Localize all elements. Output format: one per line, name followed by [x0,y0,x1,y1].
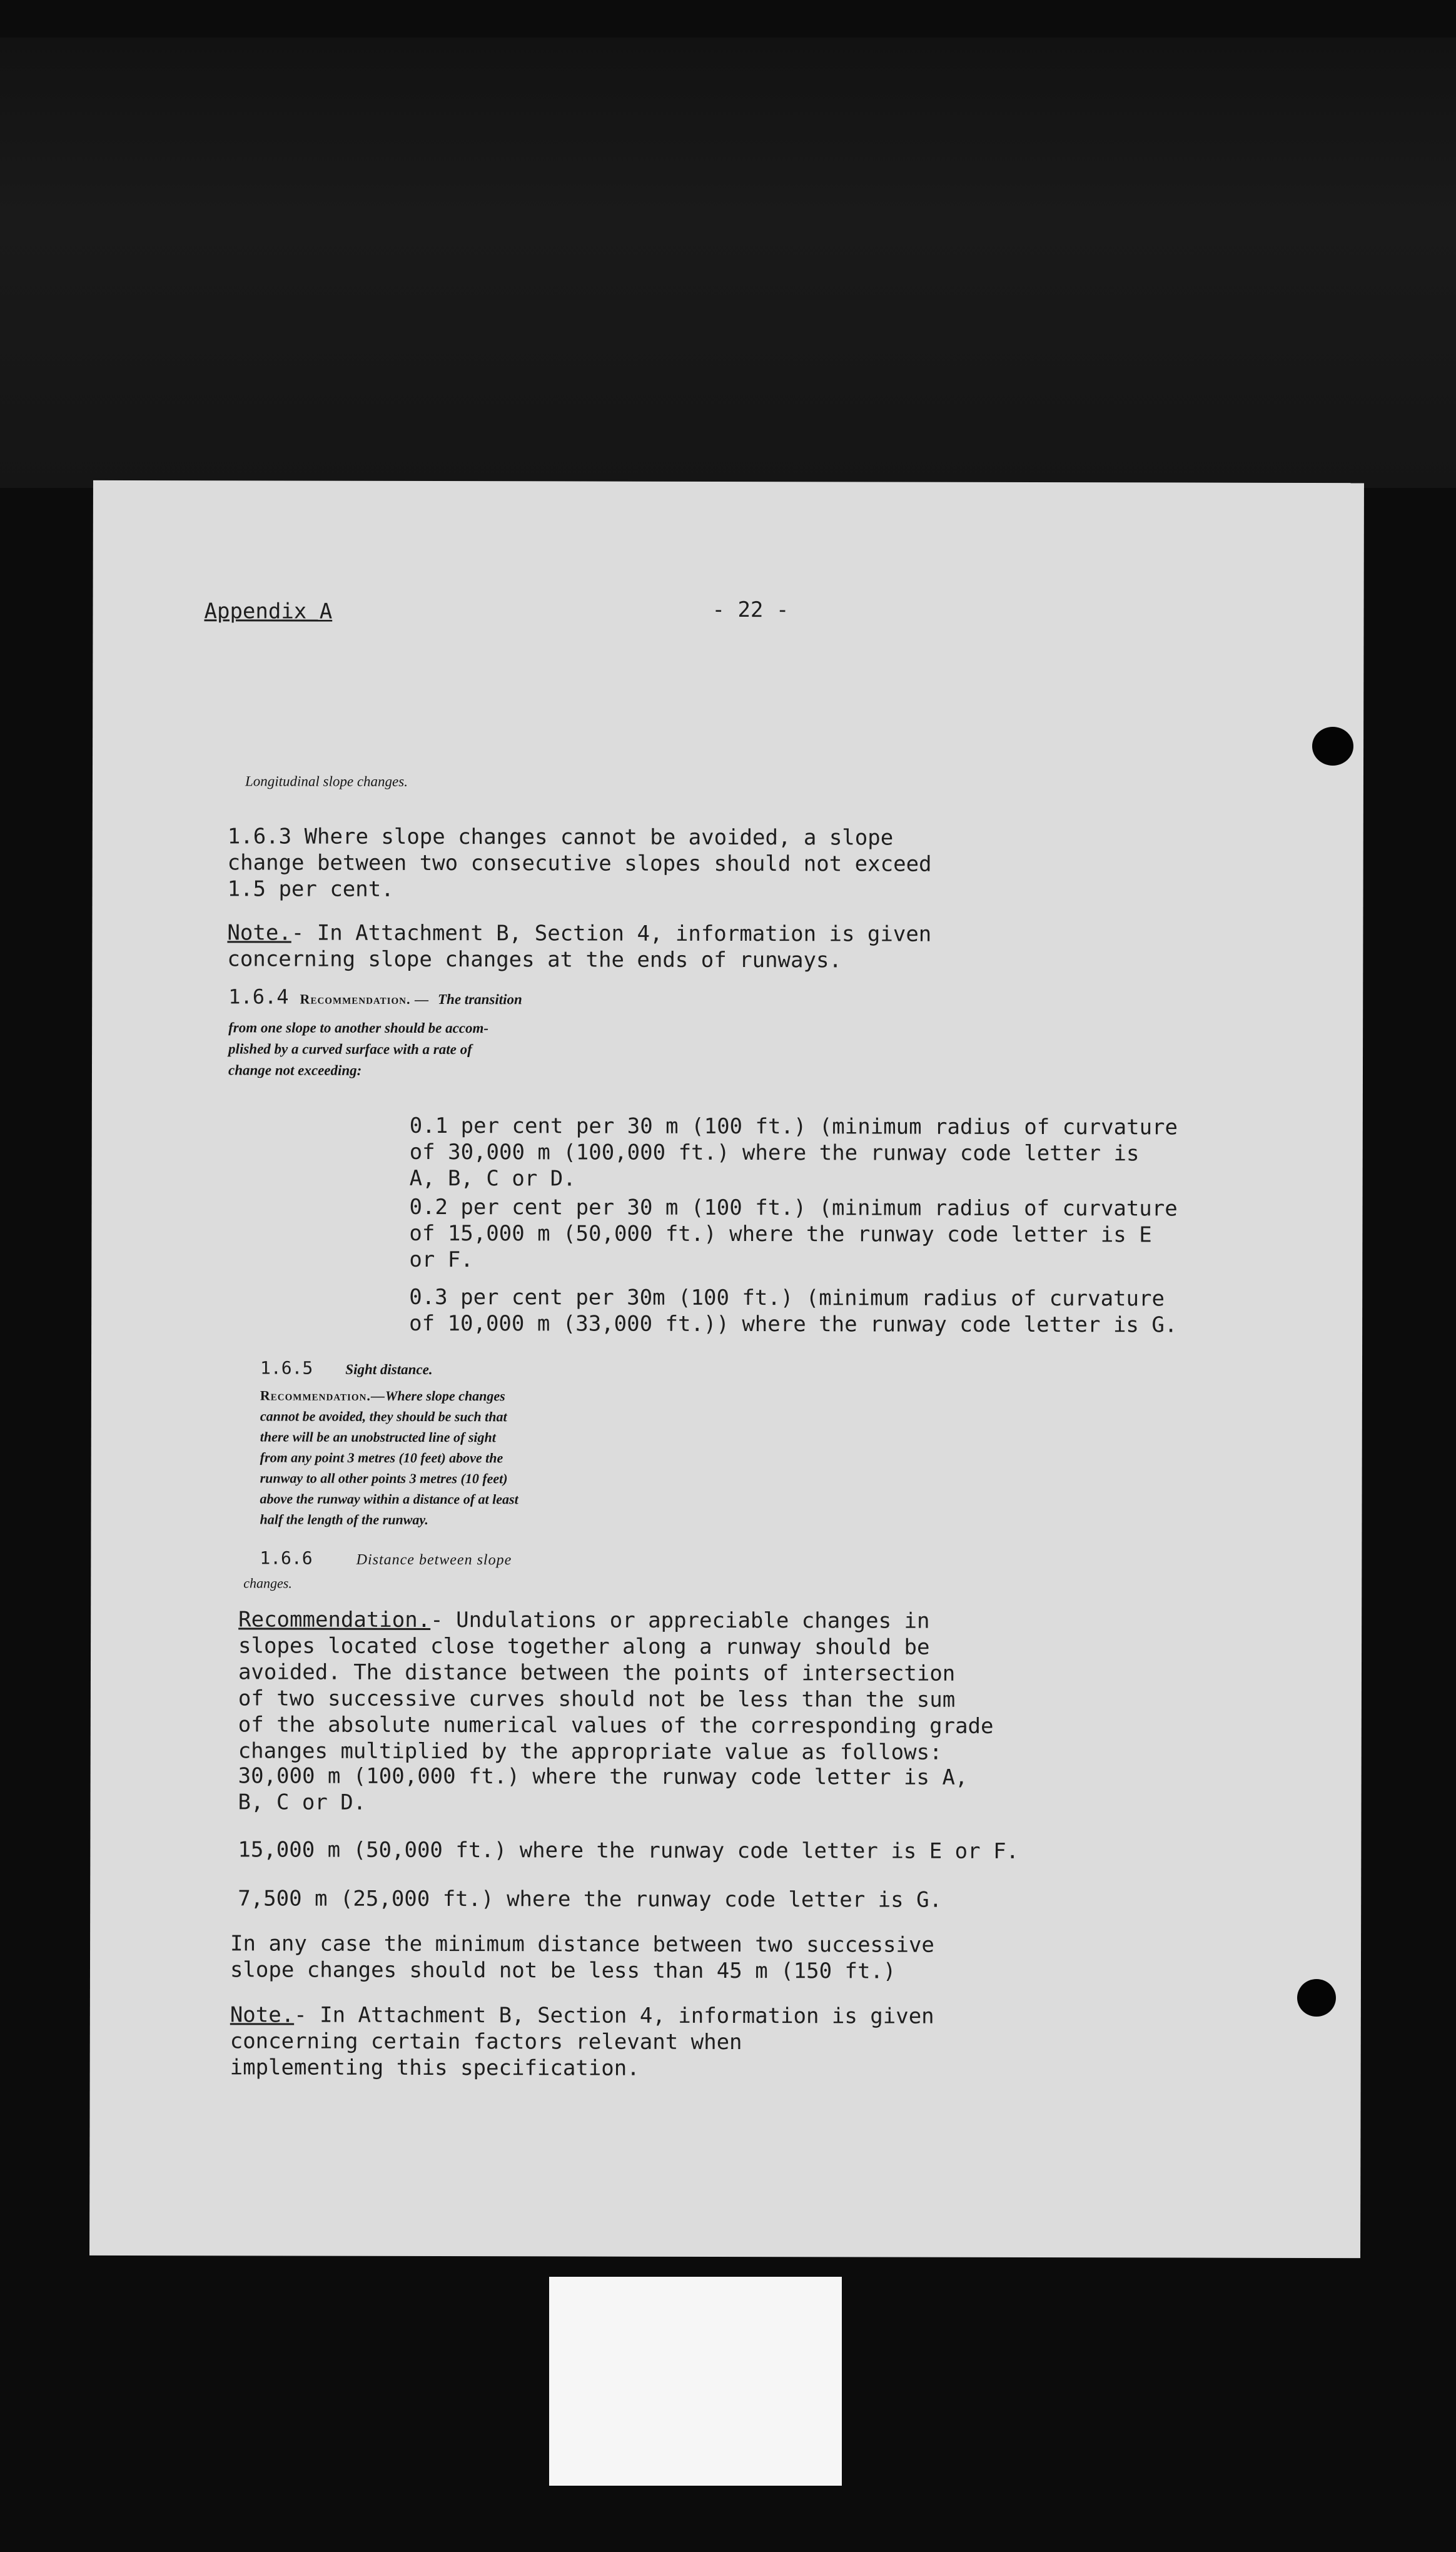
text-line: concerning certain factors relevant when [230,2028,742,2055]
text-line: 30,000 m (100,000 ft.) where the runway code letter is A, [238,1763,968,1790]
page-number: - 22 - [712,597,789,623]
appendix-label: Appendix A [204,599,333,624]
text-line: avoided. The distance between the points of intersection [238,1659,956,1686]
text-line: 7,500 m (25,000 ft.) where the runway code letter is G. [238,1886,943,1913]
text-line: of the absolute numerical values of the corresponding grade [238,1712,994,1739]
sec-166-header [260,1547,512,1569]
paragraph-166 [238,1606,994,1766]
text-line: from one slope to another should be accom- [228,1020,489,1036]
recommendation-164-text [228,1017,488,1081]
text-line: - In Attachment B, Section 4, information is given [291,920,932,947]
punch-hole [1312,727,1353,766]
text-line: change not exceeding: [228,1062,362,1078]
text-line: runway to all other points 3 metres (10 feet) [260,1470,508,1487]
text-line: 15,000 m (50,000 ft.) where the runway code letter is E or F. [238,1837,1019,1864]
rate-item-3 [409,1284,1177,1339]
note-label: Note. [230,2002,295,2028]
value-item-2 [238,1836,1019,1865]
note-1 [227,919,931,973]
text-line: concerning slope changes at the ends of runways. [227,946,842,973]
text-line: - Undulations or appreciable changes in [430,1608,930,1634]
text-line: of 30,000 m (100,000 ft.) where the runway code letter is [409,1139,1140,1167]
text-line: of two successive curves should not be less than the sum [238,1686,956,1713]
recommendation-label: Recommendation. [238,1607,431,1633]
text-line: of 10,000 m (33,000 ft.)) where the runway code letter is G. [409,1310,1178,1338]
text-line: B, C or D. [238,1790,367,1815]
text-line: plished by a curved surface with a rate of [228,1041,472,1058]
blank-white-slip [549,2277,842,2486]
text-line: Where slope changes [385,1387,505,1404]
recommendation-label: Recommendation. — [300,991,430,1008]
text-line: 0.1 per cent per 30 m (100 ft.) (minimum radius of curvature [409,1113,1178,1140]
text-line: changes multiplied by the appropriate value as follows: [238,1738,943,1765]
text-line: half the length of the runway. [260,1511,428,1528]
rate-item-1 [410,1113,1178,1193]
film-background [0,38,1456,488]
text-line: cannot be avoided, they should be such that [260,1408,507,1425]
recommendation-165-text [260,1385,518,1530]
rate-item-2 [409,1194,1177,1275]
closing-paragraph [230,1930,934,1984]
text-line: above the runway within a distance of at least [260,1491,518,1507]
text-line: 1.5 per cent. [227,876,394,902]
section-number: 1.6.4 [228,985,289,1009]
text-line: slope changes should not be less than 45 m (150 ft.) [230,1957,896,1984]
document-page [89,480,1364,2258]
section-heading-distance: Distance between slope [356,1551,512,1569]
text-line: A, B, C or D. [409,1165,576,1192]
section-heading-longitudinal: Longitudinal slope changes. [245,773,408,789]
text-line: 1.6.3 Where slope changes cannot be avoided, a slope [227,824,894,851]
paragraph-163 [228,823,932,903]
text-line: The transition [437,991,522,1008]
sec-164-header [228,985,522,1009]
text-line: slopes located close together along a runway should be [238,1633,930,1660]
text-line: there will be an unobstructed line of sight [260,1429,496,1446]
text-line: 0.2 per cent per 30 m (100 ft.) (minimum radius of curvature [409,1194,1178,1222]
value-item-3 [238,1885,942,1913]
recommendation-label: Recommendation.— [260,1387,385,1404]
sec-165-header [260,1357,433,1379]
text-line: 0.3 per cent per 30m (100 ft.) (minimum radius of curvature [409,1284,1165,1312]
section-number: 1.6.5 [260,1357,313,1379]
section-heading-sight-distance: Sight distance. [345,1361,433,1378]
section-number: 1.6.6 [260,1547,313,1569]
text-line: In any case the minimum distance between two successive [230,1931,934,1958]
text-line: or F. [409,1247,473,1273]
note-label: Note. [227,920,291,946]
section-heading-distance-cont: changes. [243,1575,292,1591]
note-2 [230,2002,934,2082]
value-item-1 [238,1763,968,1816]
text-line: implementing this specification. [230,2055,640,2081]
text-line: - In Attachment B, Section 4, information is given [294,2002,934,2029]
text-line: from any point 3 metres (10 feet) above the [260,1449,503,1466]
text-line: of 15,000 m (50,000 ft.) where the runway code letter is E [409,1220,1152,1248]
punch-hole [1297,1979,1336,2017]
text-line: change between two consecutive slopes should not exceed [227,850,932,877]
